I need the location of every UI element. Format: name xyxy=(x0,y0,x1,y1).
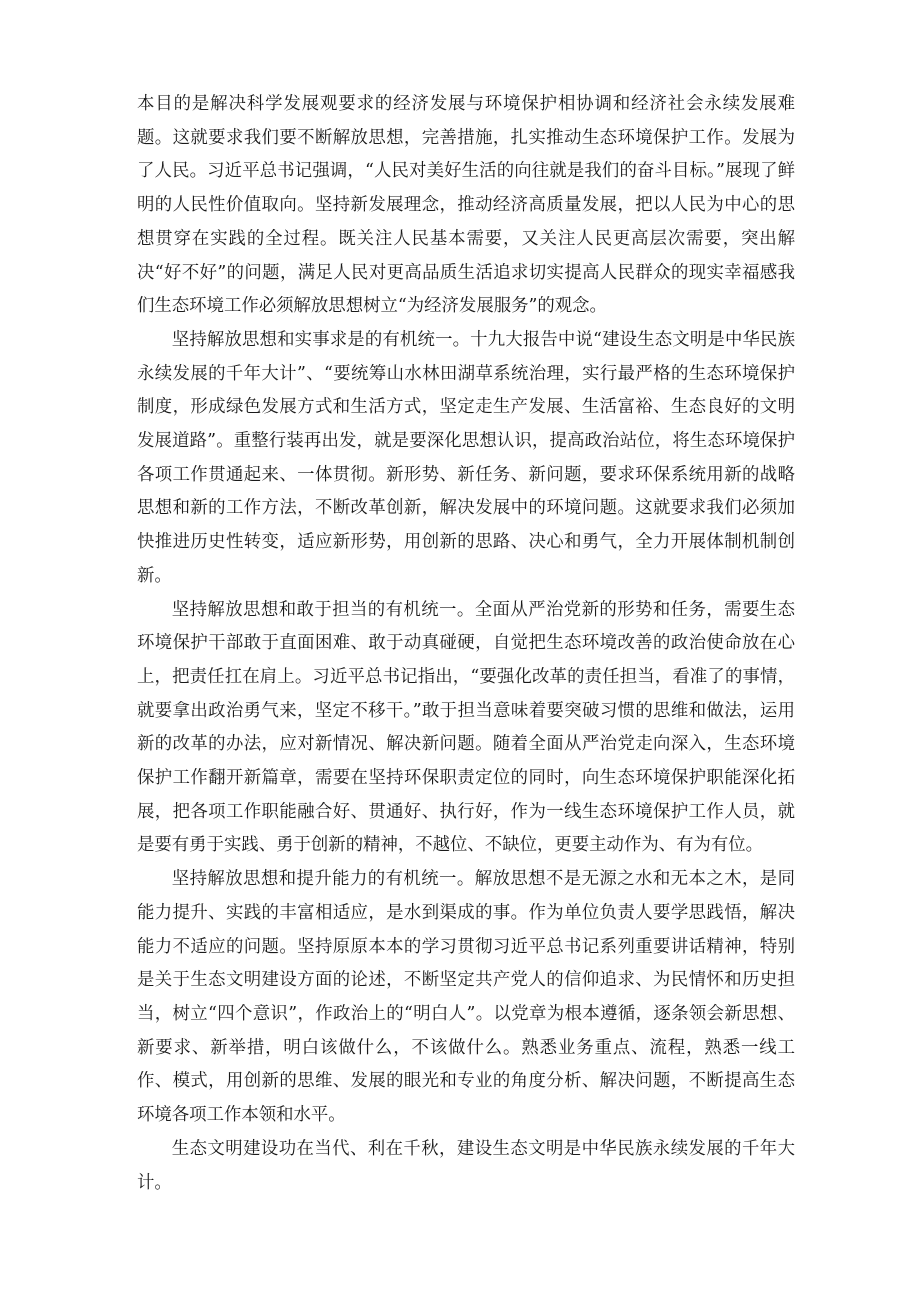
paragraph-4: 坚持解放思想和提升能力的有机统一。解放思想不是无源之水和无本之木，是同能力提升、实践的丰富相适应，是水到渠成的事。作为单位负责人要学思践悟，解决能力不适应的问题。坚持原原本本的学习贯彻习近平总书记系列重要讲话精神，特别是关于生态文明建设方面的论述，不断坚定共产党人的信仰追求、为民情怀和历史担当，树立“四个意识”，作政治上的“明白人”。以党章为根本遵循，逐条领会新思想、新要求、新举措，明白该做什么，不该做什么。熟悉业务重点、流程，熟悉一线工作、模式，用创新的思维、发展的眼光和专业的角度分析、解决问题，不断提高生态环境各项工作本领和水平。 xyxy=(137,869,795,1126)
paragraph-1: 本目的是解决科学发展观要求的经济发展与环境保护相协调和经济社会永续发展难题。这就要求我们要不断解放思想，完善措施，扎实推动生态环境保护工作。发展为了人民。习近平总书记强调，“人民对美好生活的向往就是我们的奋斗目标。”展现了鲜明的人民性价值取向。坚持新发展理念，推动经济高质量发展，把以人民为中心的思想贯穿在实践的全过程。既关注人民基本需要，又关注人民更高层次需要，突出解决“好不好”的问题，满足人民对更高品质生活追求切实提高人民群众的现实幸福感我们生态环境工作必须解放思想树立“为经济发展服务”的观念。 xyxy=(137,94,795,317)
document-body xyxy=(137,88,795,1200)
paragraph-5: 生态文明建设功在当代、利在千秋，建设生态文明是中华民族永续发展的千年大计。 xyxy=(137,1138,795,1193)
paragraph-3: 坚持解放思想和敢于担当的有机统一。全面从严治党新的形势和任务，需要生态环境保护干部敢于直面困难、敢于动真碰硬，自觉把生态环境改善的政治使命放在心上，把责任扛在肩上。习近平总书记指出，“要强化改革的责任担当，看准了的事情，就要拿出政治勇气来，坚定不移干。”敢于担当意味着要突破习惯的思维和做法，运用新的改革的办法，应对新情况、解决新问题。随着全面从严治党走向深入，生态环境保护工作翻开新篇章，需要在坚持环保职责定位的同时，向生态环境保护职能深化拓展，把各项工作职能融合好、贯通好、执行好，作为一线生态环境保护工作人员，就是要有勇于实践、勇于创新的精神，不越位、不缺位，更要主动作为、有为有位。 xyxy=(137,599,795,856)
paragraph-2: 坚持解放思想和实事求是的有机统一。十九大报告中说“建设生态文明是中华民族永续发展的千年大计”、“要统筹山水林田湖草系统治理，实行最严格的生态环境保护制度，形成绿色发展方式和生活方式，坚定走生产发展、生活富裕、生态良好的文明发展道路”。重整行装再出发，就是要深化思想认识，提高政治站位，将生态环境保护各项工作贯通起来、一体贯彻。新形势、新任务、新问题，要求环保系统用新的战略思想和新的工作方法，不断改革创新，解决发展中的环境问题。这就要求我们必须加快推进历史性转变，适应新形势，用创新的思路、决心和勇气，全力开展体制机制创新。 xyxy=(137,329,795,586)
